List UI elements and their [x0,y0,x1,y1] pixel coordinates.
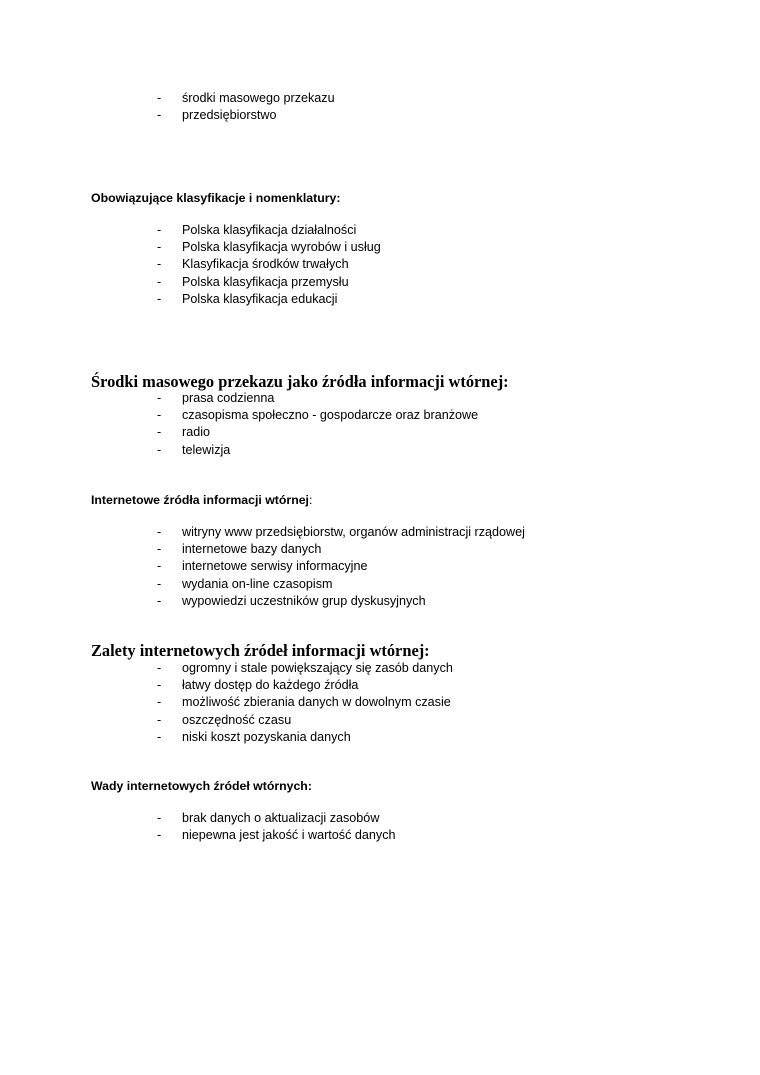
dash-bullet: - [157,525,162,539]
list-item [157,256,381,273]
dash-bullet: - [157,274,162,289]
dash-bullet: - [157,712,162,727]
list-item [157,424,478,441]
dash-bullet: - [157,425,162,440]
list-item-text: czasopisma społeczno - gospodarcze oraz branżowe [182,408,479,423]
dash-bullet: - [157,257,162,272]
classifications-list [157,222,381,308]
list-item-text: możliwość zbierania danych w dowolnym czasie [182,695,451,710]
advantages-heading: Zalety internetowych źródeł informacji wtórnej: [91,641,430,660]
dash-bullet: - [157,91,162,105]
dash-bullet: - [157,442,162,457]
list-item [157,541,525,558]
list-item-text: ogromny i stale powiększający się zasób danych [182,661,453,675]
intro-list [157,90,335,124]
dash-bullet: - [157,391,162,405]
internet-sources-heading [91,492,312,508]
dash-bullet: - [157,559,162,574]
list-item-text: niski koszt pozyskania danych [182,729,351,744]
list-item [157,660,453,677]
list-item [157,677,453,694]
mass-media-list [157,390,478,459]
list-item [157,576,525,593]
dash-bullet: - [157,828,162,843]
list-item [157,90,335,107]
list-item-text: internetowe bazy danych [182,542,322,557]
dash-bullet: - [157,291,162,306]
list-item [157,524,525,541]
internet-sources-list [157,524,525,610]
list-item-text: brak danych o aktualizacji zasobów [182,811,380,825]
list-item [157,107,335,124]
dash-bullet: - [157,661,162,675]
list-item [157,593,525,610]
list-item [157,442,478,459]
internet-sources-heading-colon: : [308,493,313,507]
list-item-text: Polska klasyfikacja wyrobów i usług [182,240,381,255]
dash-bullet: - [157,678,162,693]
list-item-text: telewizja [182,442,231,457]
internet-sources-heading-text: Internetowe źródła informacji wtórnej [91,493,309,507]
list-item-text: oszczędność czasu [182,712,292,727]
dash-bullet: - [157,593,162,608]
list-item-text: witryny www przedsiębiorstw, organów administracji rządowej [182,525,525,539]
list-item-text: Klasyfikacja środków trwałych [182,257,349,272]
disadvantages-heading: Wady internetowych źródeł wtórnych: [91,779,312,793]
list-item [157,827,396,844]
dash-bullet: - [157,542,162,557]
list-item-text: Polska klasyfikacja edukacji [182,291,338,306]
list-item-text: Polska klasyfikacja działalności [182,223,357,237]
list-item [157,274,381,291]
dash-bullet: - [157,695,162,710]
list-item [157,810,396,827]
dash-bullet: - [157,240,162,255]
list-item [157,222,381,239]
advantages-list [157,660,453,746]
list-item [157,712,453,729]
list-item-text: niepewna jest jakość i wartość danych [182,828,396,843]
list-item [157,390,478,407]
list-item [157,239,381,256]
dash-bullet: - [157,811,162,825]
dash-bullet: - [157,223,162,237]
list-item-text: wydania on-line czasopism [182,576,333,591]
dash-bullet: - [157,576,162,591]
mass-media-heading: Środki masowego przekazu jako źródła informacji wtórnej: [91,372,509,391]
list-item-text: wypowiedzi uczestników grup dyskusyjnych [182,593,426,608]
list-item [157,694,453,711]
dash-bullet: - [157,108,162,123]
disadvantages-list [157,810,396,844]
list-item-text: radio [182,425,211,440]
list-item [157,729,453,746]
list-item-text: Polska klasyfikacja przemysłu [182,274,349,289]
list-item [157,558,525,575]
list-item-text: przedsiębiorstwo [182,108,277,123]
list-item [157,407,478,424]
dash-bullet: - [157,408,162,423]
list-item-text: środki masowego przekazu [182,91,335,105]
dash-bullet: - [157,729,162,744]
list-item-text: łatwy dostęp do każdego źródła [182,678,359,693]
list-item-text: internetowe serwisy informacyjne [182,559,368,574]
list-item [157,291,381,308]
classifications-heading: Obowiązujące klasyfikacje i nomenklatury: [91,191,341,205]
list-item-text: prasa codzienna [182,391,275,405]
